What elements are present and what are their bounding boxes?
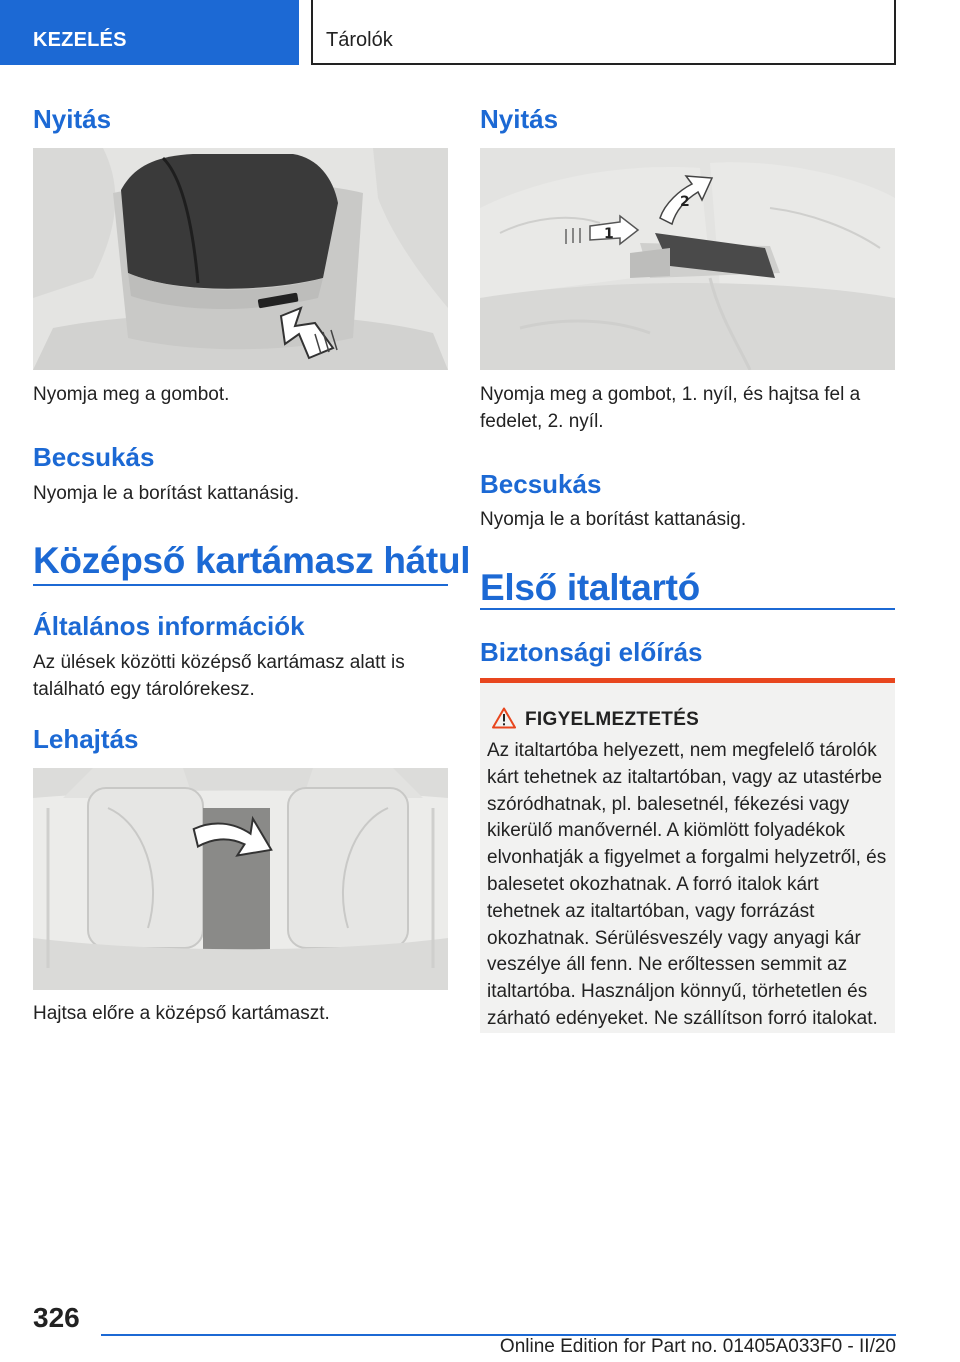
- fold-down-text: Hajtsa előre a középső kartámaszt.: [33, 1003, 330, 1024]
- close-heading-right: Becsukás: [480, 469, 602, 499]
- warning-text: Az italtartóba helyezett, nem megfelelő tárolók kárt tehetnek az italtartóban, vagy az utastérbe szóródhatnak, pl. balesetnél, fékezési vagy kikerülő manővernél. A kiömlött folyadékok elvonhatják a figyelmet a forgalmi helyzetről, és balesetet okozhatnak. A forró italok kárt tehetnek az italtartóban, vagy forrázást okozhatnak. Sérülésveszély vagy anyagi kár veszélye áll fenn. Ne erőltessen semmit az italtartóba. Használjon könnyű, törhetetlen és zárható edényeket. Ne szállítson forró italokat.: [487, 740, 887, 1029]
- arrow-label-2: 2: [680, 194, 690, 210]
- page-number: 326: [33, 1302, 80, 1333]
- general-info-text: Az ülések közötti középső kartámasz alatt is található egy tárolórekesz.: [33, 652, 405, 700]
- general-info-heading: Általános információk: [33, 611, 305, 641]
- warning-title: FIGYELMEZTETÉS: [525, 709, 700, 730]
- armrest-open-figure: [33, 148, 448, 370]
- rear-seat-fold-figure: [33, 768, 448, 990]
- rear-armrest-open-figure: [480, 148, 895, 370]
- fold-down-heading: Lehajtás: [33, 724, 139, 754]
- front-cupholder-heading: Első italtartó: [480, 567, 700, 608]
- warning-box: [480, 678, 895, 1033]
- open-heading-left: Nyitás: [33, 104, 112, 134]
- arrow-label-1: 1: [604, 226, 614, 242]
- close-text-right: Nyomja le a borítást kattanásig.: [480, 509, 747, 530]
- close-heading-left: Becsukás: [33, 442, 155, 472]
- open-text-right: Nyomja meg a gombot, 1. nyíl, és hajtsa fel a fedelet, 2. nyíl.: [480, 384, 861, 432]
- heading-rule: [33, 584, 448, 586]
- chapter-tab: KEZELÉS: [0, 0, 299, 65]
- open-heading-right: Nyitás: [480, 104, 559, 134]
- heading-rule-right: [480, 608, 895, 610]
- close-text-left: Nyomja le a borítást kattanásig.: [33, 483, 300, 504]
- warning-triangle-icon: [492, 707, 516, 729]
- edition-text: Online Edition for Part no. 01405A033F0 - II/20: [499, 1336, 896, 1357]
- safety-heading: Biztonsági előírás: [480, 637, 703, 667]
- section-title: Tárolók: [311, 0, 896, 65]
- rear-armrest-heading: Középső kartámasz hátul: [33, 540, 471, 581]
- open-text-left: Nyomja meg a gombot.: [33, 384, 230, 405]
